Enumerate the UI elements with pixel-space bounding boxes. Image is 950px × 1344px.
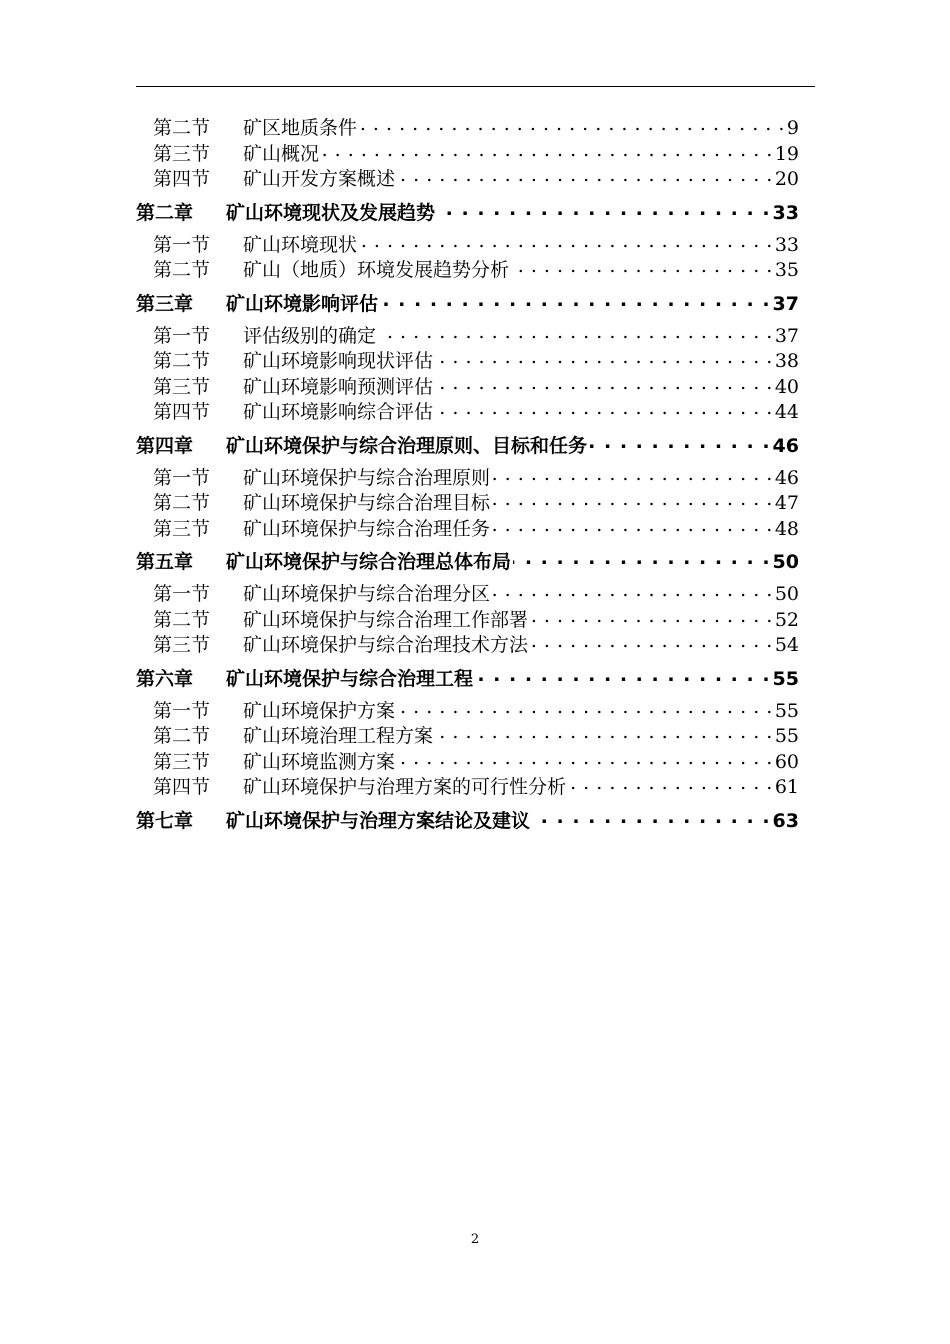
toc-section-entry[interactable] xyxy=(136,348,799,374)
toc-dot-leader xyxy=(511,257,773,276)
toc-chapter-entry[interactable] xyxy=(136,804,799,838)
toc-entry-number: 第二章 xyxy=(136,201,194,224)
toc-entry-title: 矿山环境保护与综合治理工程 xyxy=(226,667,474,690)
toc-entry-title: 矿山开发方案概述 xyxy=(243,168,396,190)
toc-dot-leader xyxy=(378,323,773,342)
toc-entry-page: 20 xyxy=(774,168,799,190)
toc-entry-page: 33 xyxy=(772,201,799,224)
toc-dot-leader xyxy=(380,291,771,310)
toc-section-entry[interactable] xyxy=(136,749,799,775)
toc-section-entry[interactable] xyxy=(136,374,799,400)
toc-entry-page: 44 xyxy=(774,401,799,423)
toc-entry-page: 35 xyxy=(774,259,799,281)
toc-entry-title: 矿山环境保护与治理方案结论及建议 xyxy=(226,809,531,832)
toc-dot-leader xyxy=(530,632,773,651)
toc-entry-number: 第一节 xyxy=(153,466,211,489)
toc-entry-number: 第五章 xyxy=(136,551,194,573)
toc-entry-title: 矿山环境保护与综合治理总体布局 xyxy=(226,551,512,573)
toc-entry-page: 33 xyxy=(774,233,799,256)
toc-entry-title: 矿山概况 xyxy=(243,142,320,165)
toc-entry-number: 第三节 xyxy=(153,750,211,773)
toc-entry-page: 63 xyxy=(772,809,799,832)
toc-entry-number: 第一节 xyxy=(153,699,211,722)
toc-dot-leader xyxy=(492,581,773,600)
toc-dot-leader xyxy=(530,607,773,626)
toc-entry-page: 60 xyxy=(774,750,799,773)
toc-entry-title: 矿区地质条件 xyxy=(243,117,358,139)
toc-dot-leader xyxy=(359,115,785,134)
toc-entry-title: 矿山环境保护与治理方案的可行性分析 xyxy=(243,776,567,798)
toc-dot-leader xyxy=(475,666,771,685)
toc-entry-title: 矿山环境治理工程方案 xyxy=(243,725,434,747)
toc-dot-leader xyxy=(492,465,773,484)
toc-entry-page: 61 xyxy=(774,776,799,798)
toc-dot-leader xyxy=(492,516,773,535)
toc-section-entry[interactable] xyxy=(136,698,799,724)
toc-entry-page: 19 xyxy=(774,142,799,165)
toc-entry-number: 第四节 xyxy=(153,401,211,423)
toc-entry-title: 矿山环境影响综合评估 xyxy=(243,401,434,423)
toc-chapter-entry[interactable] xyxy=(136,429,799,463)
toc-entry-page: 47 xyxy=(774,492,799,514)
toc-entry-title: 矿山（地质）环境发展趋势分析 xyxy=(243,259,510,281)
toc-dot-leader xyxy=(435,399,773,418)
toc-section-entry[interactable] xyxy=(136,166,799,192)
toc-entry-page: 9 xyxy=(786,117,799,139)
toc-chapter-entry[interactable] xyxy=(136,662,799,696)
toc-entry-title: 矿山环境保护方案 xyxy=(243,699,396,722)
toc-section-entry[interactable] xyxy=(136,232,799,258)
toc-section-entry[interactable] xyxy=(136,257,799,283)
toc-dot-leader xyxy=(321,141,773,160)
toc-entry-title: 矿山环境保护与综合治理原则 xyxy=(243,466,491,489)
toc-dot-leader xyxy=(532,808,771,827)
toc-section-entry[interactable] xyxy=(136,723,799,749)
toc-entry-number: 第二节 xyxy=(153,350,211,372)
toc-entry-number: 第三章 xyxy=(136,292,194,315)
toc-entry-number: 第三节 xyxy=(153,517,211,540)
toc-chapter-entry[interactable] xyxy=(136,545,799,579)
toc-entry-number: 第三节 xyxy=(153,634,211,656)
toc-entry-number: 第七章 xyxy=(136,809,194,832)
toc-entry-page: 37 xyxy=(774,324,799,347)
toc-entry-title: 矿山环境监测方案 xyxy=(243,750,396,773)
toc-dot-leader xyxy=(435,723,773,742)
toc-entry-page: 50 xyxy=(774,583,799,605)
toc-entry-page: 55 xyxy=(774,699,799,722)
toc-entry-title: 矿山环境保护与综合治理工作部署 xyxy=(243,608,529,631)
toc-entry-page: 54 xyxy=(774,634,799,656)
toc-entry-number: 第一节 xyxy=(153,583,211,605)
toc-entry-number: 第四章 xyxy=(136,434,194,457)
toc-entry-page: 52 xyxy=(774,608,799,631)
toc-dot-leader xyxy=(568,774,773,793)
toc-entry-page: 37 xyxy=(772,292,799,315)
toc-section-entry[interactable] xyxy=(136,115,799,141)
toc-section-entry[interactable] xyxy=(136,581,799,607)
toc-dot-leader xyxy=(435,348,773,367)
toc-entry-number: 第一节 xyxy=(153,324,211,347)
toc-dot-leader xyxy=(435,374,773,393)
toc-entry-title: 评估级别的确定 xyxy=(243,324,377,347)
toc-dot-leader xyxy=(437,200,771,219)
toc-section-entry[interactable] xyxy=(136,399,799,425)
toc-entry-number: 第六章 xyxy=(136,667,194,690)
toc-entry-title: 矿山环境影响现状评估 xyxy=(243,350,434,372)
toc-dot-leader xyxy=(359,232,773,251)
toc-dot-leader xyxy=(397,749,773,768)
toc-entry-number: 第三节 xyxy=(153,375,211,398)
toc-section-entry[interactable] xyxy=(136,607,799,633)
toc-entry-title: 矿山环境现状及发展趋势 xyxy=(226,201,436,224)
toc-chapter-entry[interactable] xyxy=(136,196,799,230)
toc-entry-title: 矿山环境保护与综合治理分区 xyxy=(243,583,491,605)
toc-entry-page: 55 xyxy=(774,725,799,747)
toc-section-entry[interactable] xyxy=(136,465,799,491)
toc-section-entry[interactable] xyxy=(136,323,799,349)
toc-dot-leader xyxy=(492,490,773,509)
toc-entry-title: 矿山环境保护与综合治理目标 xyxy=(243,492,491,514)
toc-entry-page: 46 xyxy=(774,466,799,489)
toc-entry-page: 38 xyxy=(774,350,799,372)
toc-section-entry[interactable] xyxy=(136,141,799,167)
toc-dot-leader xyxy=(513,549,771,568)
toc-entry-title: 矿山环境影响评估 xyxy=(226,292,379,315)
toc-entry-page: 46 xyxy=(772,434,799,457)
toc-dot-leader xyxy=(397,166,773,185)
toc-section-entry[interactable] xyxy=(136,516,799,542)
toc-entry-number: 第二节 xyxy=(153,259,211,281)
toc-entry-title: 矿山环境保护与综合治理原则、目标和任务 xyxy=(226,434,588,457)
toc-section-entry[interactable] xyxy=(136,774,799,800)
toc-entry-title: 矿山环境保护与综合治理技术方法 xyxy=(243,634,529,656)
toc-entry-number: 第一节 xyxy=(153,233,211,256)
toc-entry-page: 48 xyxy=(774,517,799,540)
toc-entry-number: 第二节 xyxy=(153,492,211,514)
toc-entry-number: 第三节 xyxy=(153,142,211,165)
table-of-contents xyxy=(136,115,799,838)
page-number: 2 xyxy=(470,1232,480,1247)
toc-section-entry[interactable] xyxy=(136,490,799,516)
toc-entry-title: 矿山环境保护与综合治理任务 xyxy=(243,517,491,540)
toc-dot-leader xyxy=(589,433,771,452)
toc-entry-number: 第四节 xyxy=(153,776,211,798)
toc-entry-page: 40 xyxy=(774,375,799,398)
toc-entry-number: 第四节 xyxy=(153,168,211,190)
header-rule xyxy=(136,86,815,87)
toc-entry-page: 50 xyxy=(772,551,799,573)
toc-entry-number: 第二节 xyxy=(153,725,211,747)
toc-entry-number: 第二节 xyxy=(153,608,211,631)
toc-chapter-entry[interactable] xyxy=(136,287,799,321)
toc-section-entry[interactable] xyxy=(136,632,799,658)
toc-dot-leader xyxy=(397,698,773,717)
toc-entry-title: 矿山环境现状 xyxy=(243,233,358,256)
toc-entry-title: 矿山环境影响预测评估 xyxy=(243,375,434,398)
toc-entry-page: 55 xyxy=(772,667,799,690)
toc-entry-number: 第二节 xyxy=(153,117,211,139)
